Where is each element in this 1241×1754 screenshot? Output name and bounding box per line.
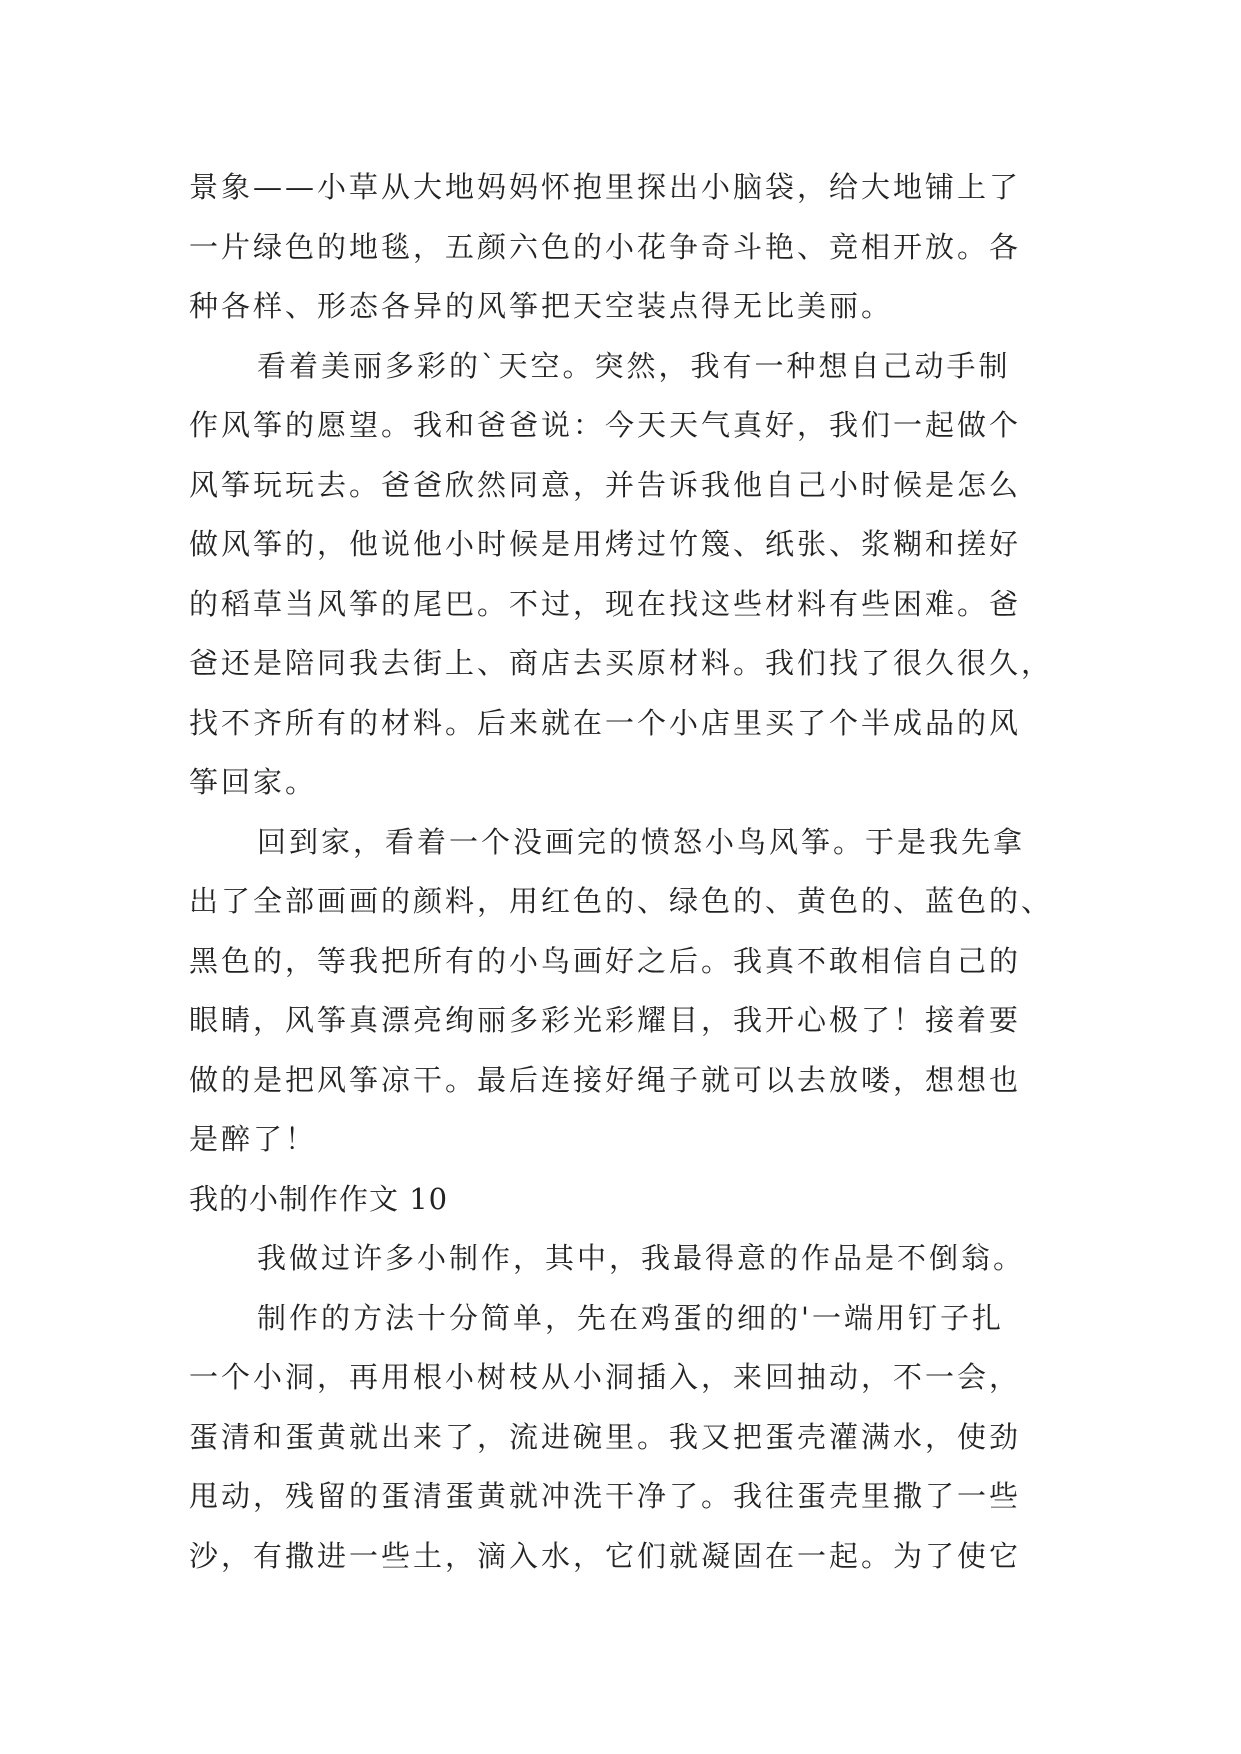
paragraph-5-line-2: 一个小洞，再用根小树枝从小洞插入，来回抽动，不一会， <box>189 1360 1022 1394</box>
paragraph-1-line-2: 一片绿色的地毯，五颜六色的小花争奇斗艳、竞相开放。各 <box>189 229 1022 264</box>
document-body <box>189 158 1069 1586</box>
paragraph-3-line-2: 出了全部画画的颜料，用红色的、绿色的、黄色的、蓝色的、 <box>189 884 1054 918</box>
paragraph-1-line-3: 种各样、形态各异的风筝把天空装点得无比美丽。 <box>189 289 894 323</box>
paragraph-2-line-3: 风筝玩玩去。爸爸欣然同意，并告诉我他自己小时候是怎么 <box>189 467 1022 502</box>
paragraph-4-line-1: 我做过许多小制作，其中，我最得意的作品是不倒翁。 <box>257 1241 1026 1275</box>
paragraph-3-line-6: 是醉了！ <box>189 1122 318 1156</box>
paragraph-3-line-1: 回到家，看着一个没画完的愤怒小鸟风筝。于是我先拿 <box>257 824 1026 859</box>
paragraph-5-line-3: 蛋清和蛋黄就出来了，流进碗里。我又把蛋壳灌满水，使劲 <box>189 1419 1022 1454</box>
paragraph-1-line-1: 景象——小草从大地妈妈怀抱里探出小脑袋，给大地铺上了 <box>189 170 1022 204</box>
paragraph-5-line-1: 制作的方法十分简单，先在鸡蛋的细的'一端用钉子扎 <box>257 1300 1004 1335</box>
paragraph-2-line-6: 爸还是陪同我去街上、商店去买原材料。我们找了很久很久， <box>189 646 1054 680</box>
paragraph-3-line-5: 做的是把风筝凉干。最后连接好绳子就可以去放喽，想想也 <box>189 1062 1022 1097</box>
paragraph-2-line-2: 作风筝的愿望。我和爸爸说：今天天气真好，我们一起做个 <box>189 408 1022 442</box>
paragraph-5-line-4: 甩动，残留的蛋清蛋黄就冲洗干净了。我往蛋壳里撒了一些 <box>189 1479 1022 1513</box>
section-heading: 我的小制作作文 10 <box>189 1181 449 1216</box>
paragraph-2-line-8: 筝回家。 <box>189 765 318 799</box>
paragraph-2-line-4: 做风筝的，他说他小时候是用烤过竹篾、纸张、浆糊和搓好 <box>189 527 1022 561</box>
paragraph-3-line-4: 眼睛，风筝真漂亮绚丽多彩光彩耀目，我开心极了！接着要 <box>189 1003 1022 1037</box>
paragraph-2-line-1: 看着美丽多彩的`天空。突然，我有一种想自己动手制 <box>257 348 1011 383</box>
paragraph-5-line-5: 沙，有撒进一些土，滴入水，它们就凝固在一起。为了使它 <box>189 1538 1022 1573</box>
paragraph-3-line-3: 黑色的，等我把所有的小鸟画好之后。我真不敢相信自己的 <box>189 943 1022 978</box>
paragraph-2-line-5: 的稻草当风筝的尾巴。不过，现在找这些材料有些困难。爸 <box>189 586 1022 621</box>
paragraph-2-line-7: 找不齐所有的材料。后来就在一个小店里买了个半成品的风 <box>189 705 1022 740</box>
